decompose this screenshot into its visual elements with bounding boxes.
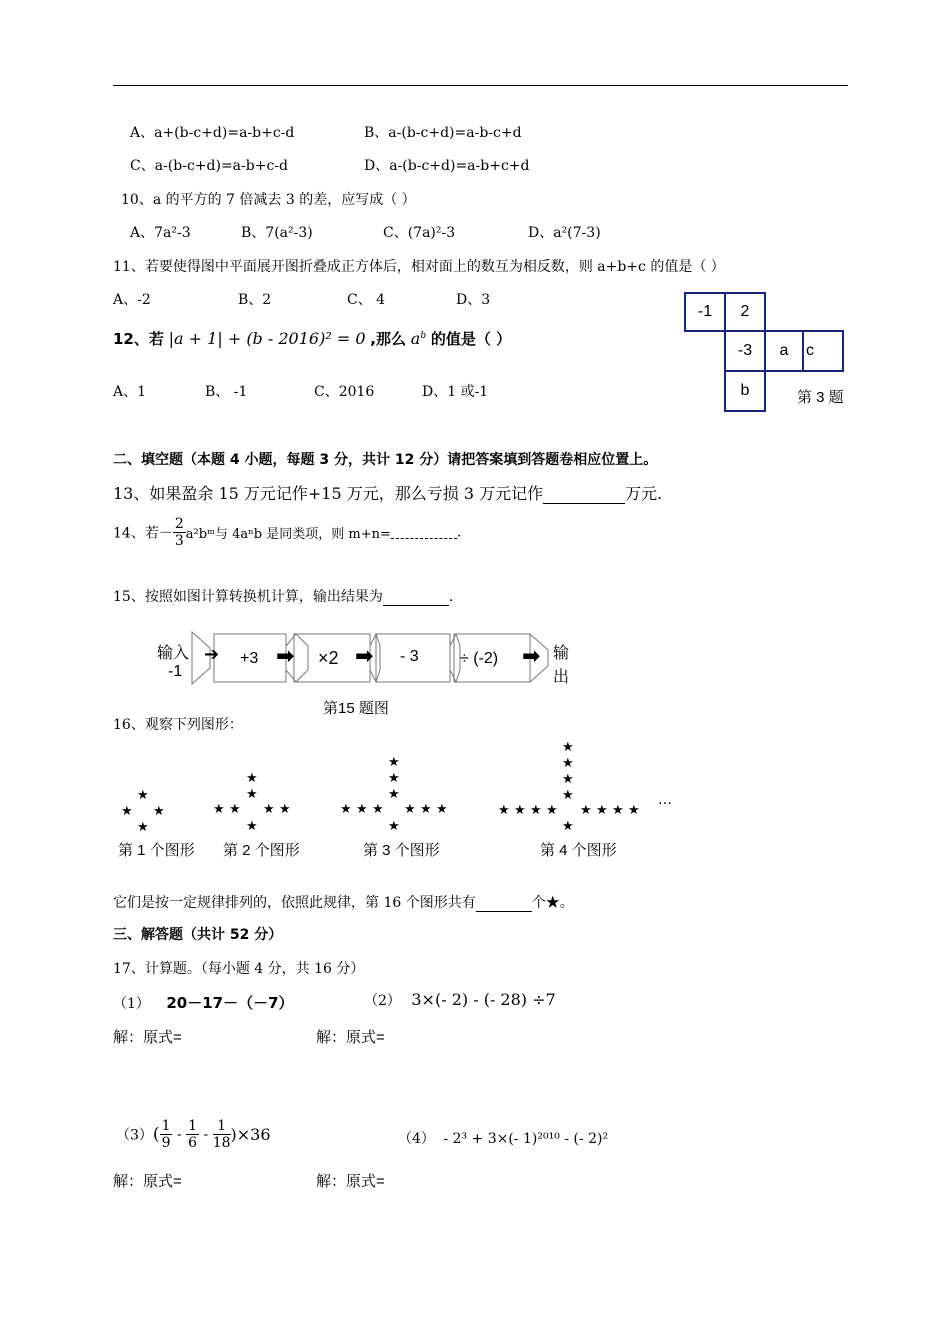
q15-stem: 15、按照如图计算转换机计算，输出结果为 <box>113 589 383 605</box>
q17-p3-expr-tail: )×36 <box>230 1125 271 1144</box>
section2-heading: 二、填空题（本题 4 小题，每题 3 分，共计 12 分）请把答案填到答题卷相应位置上。 <box>113 452 658 468</box>
q17-p3-label: （3） <box>116 1127 153 1144</box>
q16-question <box>113 892 574 912</box>
q12-option-d: D、1 或-1 <box>422 384 489 400</box>
q17-stem: 17、计算题。（每小题 4 分，共 16 分） <box>113 961 365 977</box>
net-cell-6: b <box>724 370 766 412</box>
q12-expression: |a + 1| + (b - 2016)² = 0 <box>168 329 366 348</box>
q14-fraction <box>173 516 186 549</box>
q17-p1-expr: 20－17－（－7） <box>166 994 294 1012</box>
arrow-icon: ➡ <box>522 644 541 669</box>
q15-after: . <box>448 589 454 605</box>
star-icon: ★ <box>263 802 275 817</box>
star-icon: ★ <box>229 802 241 817</box>
machine-caption: 第15 题图 <box>323 700 389 717</box>
q12-power-exp: b <box>420 331 427 341</box>
star-icon: ★ <box>121 804 133 819</box>
q9-option-d: D、a-(b-c+d)=a-b+c+d <box>364 158 530 174</box>
star-icon: ★ <box>153 804 165 819</box>
q10-option-c: C、(7a)²-3 <box>383 225 456 241</box>
star-icon: ★ <box>388 787 400 802</box>
q12-option-b: B、 -1 <box>205 384 248 400</box>
star-icon: ★ <box>388 755 400 770</box>
star-icon: ★ <box>562 788 574 803</box>
q14-body: a²bᵐ与 4aⁿb 是同类项，则 m+n= <box>185 527 391 542</box>
star-icon: ★ <box>546 803 558 818</box>
q11-option-c: C、 4 <box>347 292 386 308</box>
star-icon: ★ <box>420 802 432 817</box>
star-icon: ★ <box>340 802 352 817</box>
star-icon: ★ <box>213 802 225 817</box>
q14-prefix: 14、若－ <box>113 525 173 542</box>
q15-blank[interactable] <box>383 591 449 606</box>
q11-option-d: D、3 <box>456 292 491 308</box>
section3-heading: 三、解答题（共计 52 分） <box>113 927 283 943</box>
star-icon: ★ <box>562 819 574 834</box>
net-caption: 第 3 题 <box>797 389 844 406</box>
star-icon: ★ <box>498 803 510 818</box>
top-rule <box>113 85 848 86</box>
q11-option-b: B、2 <box>238 292 272 308</box>
star-icon: ★ <box>356 802 368 817</box>
q17-p1-answer: 解：原式= <box>113 1029 182 1046</box>
q9-option-a: A、a+(b-c+d)=a-b+c-d <box>130 125 295 141</box>
machine-input-label: 输入 <box>157 645 190 662</box>
q17-p1-label: （1） <box>113 996 150 1012</box>
q17-part3: （3）( $\frac{1}{9}$ - $\frac{1}{6}$ - $\frac{1}{18}$ )×36 <box>116 1118 271 1151</box>
star-icon: ★ <box>514 803 526 818</box>
machine-input-value: -1 <box>168 663 183 680</box>
q16-question-after: 个★。 <box>531 895 574 911</box>
star-icon: ★ <box>246 771 258 786</box>
machine-step-4: ÷ (-2) <box>460 650 499 667</box>
star-figure-ellipsis: … <box>658 792 672 808</box>
machine-output-label-1: 输 <box>553 645 570 662</box>
arrow-icon: ➡ <box>276 644 295 669</box>
arrow-icon: ➡ <box>355 644 374 669</box>
q13-text: 13、如果盈余 15 万元记作+15 万元，那么亏损 3 万元记作 <box>113 484 544 503</box>
star-icon: ★ <box>562 740 574 755</box>
star-icon: ★ <box>246 787 258 802</box>
q12-mid: ,那么 <box>370 330 406 348</box>
star-icon: ★ <box>596 803 608 818</box>
q17-part4 <box>398 1128 608 1148</box>
net-cell-1: -1 <box>684 292 726 332</box>
star-icon: ★ <box>388 771 400 786</box>
machine-step-3: - 3 <box>400 648 419 665</box>
q12-suffix: 的值是（ ） <box>430 330 512 348</box>
machine-step-2: ×2 <box>318 648 339 668</box>
q11-option-a: A、-2 <box>113 292 151 308</box>
star-icon: ★ <box>246 819 258 834</box>
q17-p2-answer: 解：原式= <box>316 1029 385 1046</box>
star-icon: ★ <box>436 802 448 817</box>
star-icon: ★ <box>372 802 384 817</box>
q17-p2-label: （2） <box>364 993 401 1009</box>
star-icon: ★ <box>137 820 149 835</box>
q17-p4-expr: - 2³ + 3×(- 1)²⁰¹⁰ - (- 2)² <box>443 1131 609 1147</box>
star-icon: ★ <box>137 788 149 803</box>
q12-option-a: A、1 <box>113 384 147 400</box>
net-cell-5: c <box>802 330 844 372</box>
q12-power-base: a <box>410 329 421 348</box>
q17-part2 <box>364 990 556 1010</box>
q14-frac-den: 3 <box>174 533 184 549</box>
star-icon: ★ <box>580 803 592 818</box>
q14-blank[interactable] <box>391 526 457 539</box>
star-icon: ★ <box>530 803 542 818</box>
star-icon: ★ <box>388 819 400 834</box>
arrow-icon: ➔ <box>204 644 220 665</box>
q13-blank[interactable] <box>543 487 625 504</box>
star-icon: ★ <box>279 802 291 817</box>
star-icon: ★ <box>404 802 416 817</box>
star-icon: ★ <box>628 803 640 818</box>
q16-question-text: 它们是按一定规律排列的，依照此规律，第 16 个图形共有 <box>113 895 476 911</box>
q10-option-d: D、a²(7-3) <box>528 225 601 241</box>
q17-p4-answer: 解：原式= <box>316 1173 385 1190</box>
net-cell-4: a <box>764 330 804 372</box>
machine-output-label-2: 出 <box>553 669 570 686</box>
net-cell-3: -3 <box>724 330 766 372</box>
q9-option-b: B、a-(b-c+d)=a-b-c+d <box>364 125 522 141</box>
q17-p4-label: （4） <box>398 1131 435 1147</box>
q14-after: . <box>456 524 462 541</box>
figure-3-label: 第 3 个图形 <box>363 842 440 859</box>
net-cell-2: 2 <box>724 292 766 332</box>
q17-part1 <box>113 992 294 1013</box>
q10-option-a: A、7a²-3 <box>130 225 191 241</box>
figure-4-label: 第 4 个图形 <box>540 842 617 859</box>
q11-stem: 11、若要使得图中平面展开图折叠成正方体后，相对面上的数互为相反数，则 a+b+c 的值是（ ） <box>113 259 725 275</box>
q10-option-b: B、7(a²-3) <box>241 225 313 241</box>
figure-2-label: 第 2 个图形 <box>223 842 300 859</box>
figure-1-label: 第 1 个图形 <box>118 842 195 859</box>
star-icon: ★ <box>562 756 574 771</box>
q17-p2-expr: 3×(- 2) - (- 28) ÷7 <box>411 990 556 1009</box>
q13-after: 万元. <box>625 484 663 503</box>
q12-prefix: 12、若 <box>113 330 164 348</box>
q15 <box>113 586 453 606</box>
q14 <box>113 516 461 549</box>
machine-step-1: +3 <box>240 650 259 667</box>
star-icon: ★ <box>562 772 574 787</box>
q13 <box>113 481 662 504</box>
q17-p3-answer: 解：原式= <box>113 1173 182 1190</box>
q16-stem: 16、观察下列图形： <box>113 717 243 733</box>
q10-stem: 10、a 的平方的 7 倍减去 3 的差，应写成（ ） <box>121 192 416 208</box>
q12-option-c: C、2016 <box>314 384 375 400</box>
q16-blank[interactable] <box>476 897 532 912</box>
star-icon: ★ <box>612 803 624 818</box>
q9-option-c: C、a-(b-c+d)=a-b+c-d <box>130 158 288 174</box>
q12-stem <box>113 328 511 349</box>
q14-frac-num: 2 <box>174 516 184 532</box>
